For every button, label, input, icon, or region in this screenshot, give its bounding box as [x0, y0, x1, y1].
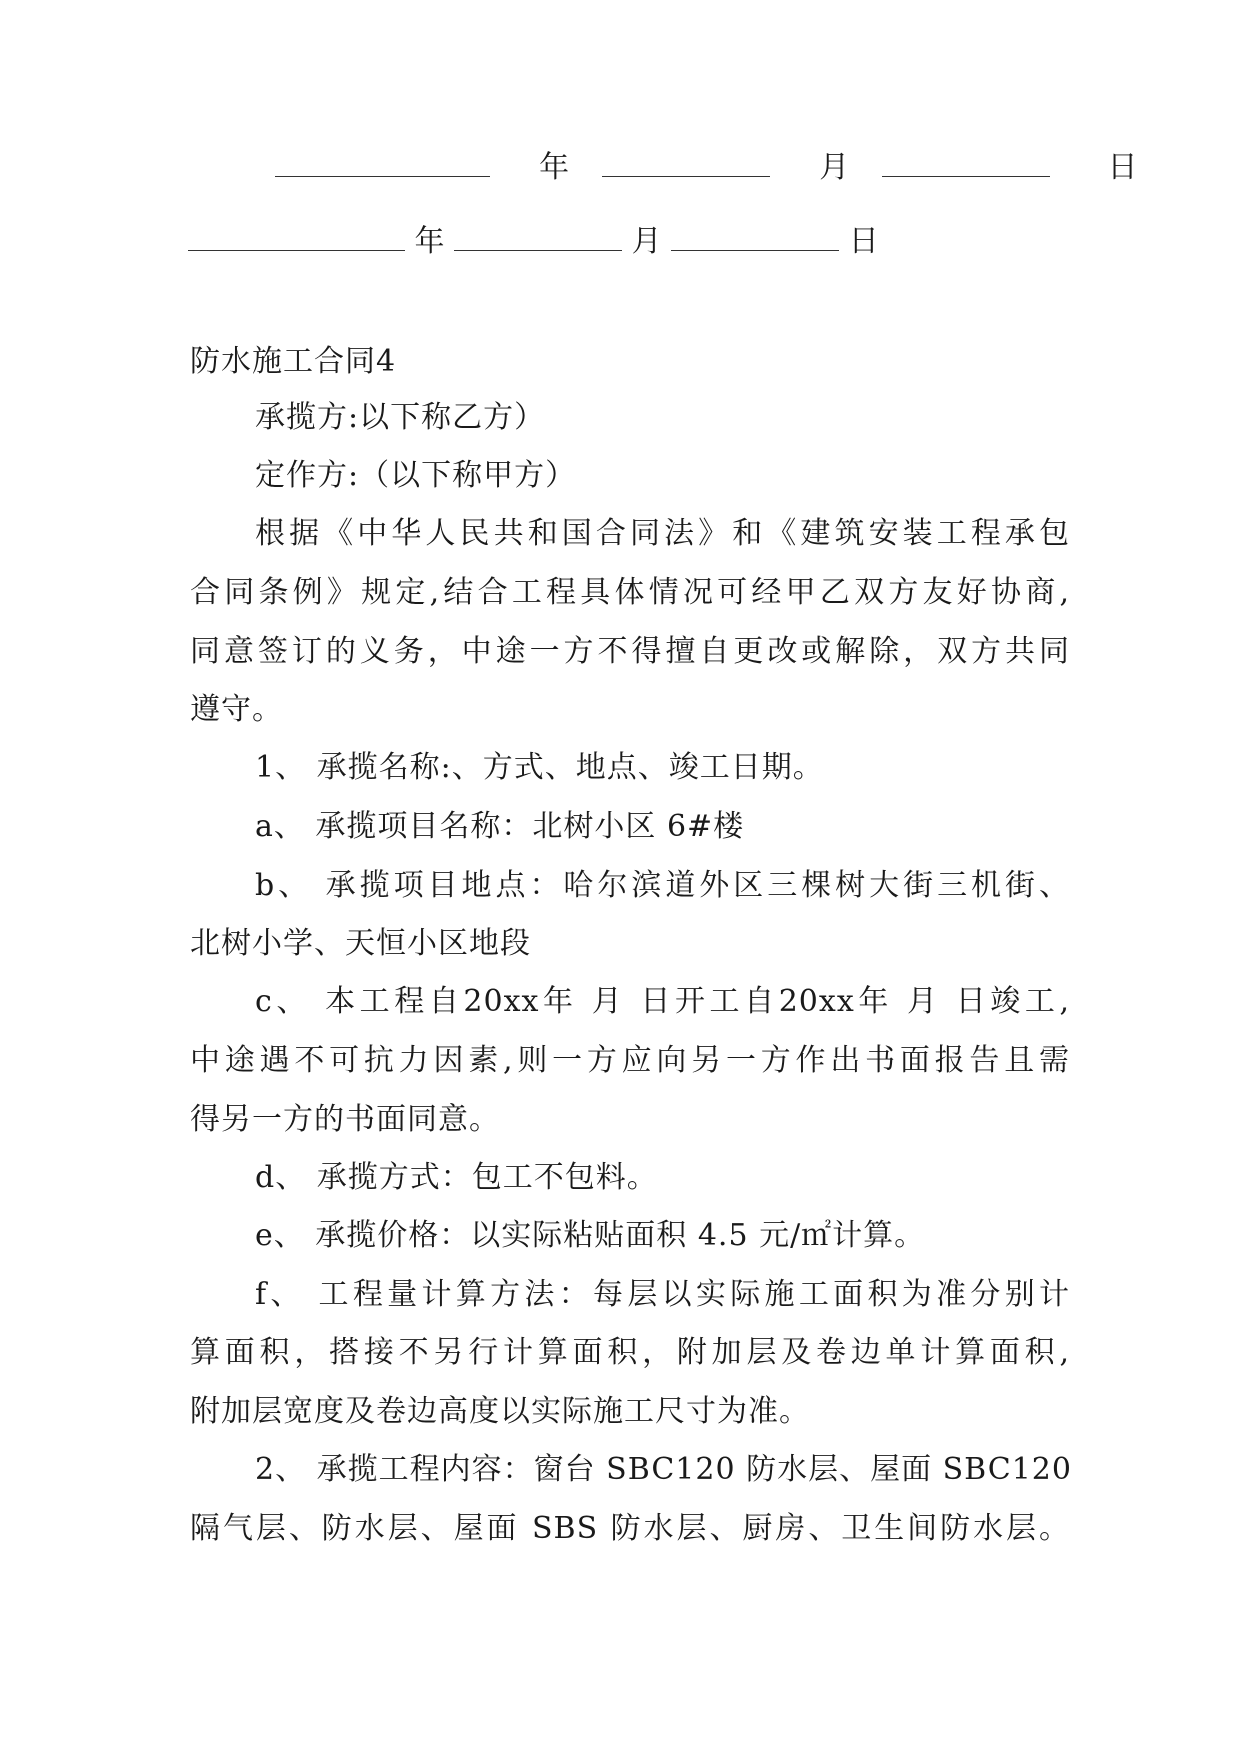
- paragraph-line: 合同条例》规定,结合工程具体情况可经甲乙双方友好协商,: [190, 575, 1070, 610]
- year-blank: [188, 224, 405, 251]
- paragraph-line: e、 承揽价格：以实际粘贴面积 4.5 元/㎡计算。: [255, 1218, 926, 1253]
- document-title: 防水施工合同4: [190, 344, 397, 379]
- paragraph-line: 算面积，搭接不另行计算面积，附加层及卷边单计算面积,: [190, 1335, 1070, 1370]
- paragraph-line: c、 本工程自20xx年 月 日开工自20xx年 月 日竣工,: [255, 984, 1070, 1019]
- paragraph-line: b、 承揽项目地点：哈尔滨道外区三棵树大街三机街、: [255, 868, 1070, 903]
- paragraph-line: 北树小学、天恒小区地段: [190, 926, 531, 961]
- paragraph-line: f、 工程量计算方法：每层以实际施工面积为准分别计: [255, 1277, 1070, 1312]
- paragraph-line: 同意签订的义务，中途一方不得擅自更改或解除，双方共同: [190, 634, 1070, 669]
- day-blank: [671, 224, 839, 251]
- paragraph-line: 附加层宽度及卷边高度以实际施工尺寸为准。: [190, 1394, 810, 1429]
- paragraph-line: 定作方:（以下称甲方）: [255, 458, 577, 493]
- date-line-1: [275, 148, 1137, 188]
- paragraph-line: 2、 承揽工程内容：窗台 SBC120 防水层、屋面 SBC120: [255, 1452, 1072, 1487]
- paragraph-line: 隔气层、防水层、屋面 SBS 防水层、厨房、卫生间防水层。: [190, 1511, 1070, 1546]
- day-label: 日: [848, 224, 879, 259]
- paragraph-line: a、 承揽项目名称：北树小区 6#楼: [255, 809, 745, 844]
- month-blank: [602, 150, 770, 177]
- day-label: 日: [1107, 150, 1138, 185]
- month-label: 月: [819, 150, 850, 185]
- month-blank: [454, 224, 622, 251]
- month-label: 月: [631, 224, 662, 259]
- paragraph-line: 中途遇不可抗力因素,则一方应向另一方作出书面报告且需: [190, 1043, 1070, 1078]
- paragraph-line: 得另一方的书面同意。: [190, 1102, 500, 1137]
- paragraph-line: d、 承揽方式：包工不包料。: [255, 1160, 658, 1195]
- paragraph-line: 遵守。: [190, 692, 283, 727]
- paragraph-line: 根据《中华人民共和国合同法》和《建筑安装工程承包: [255, 516, 1070, 551]
- year-label: 年: [539, 150, 570, 185]
- year-label: 年: [414, 224, 445, 259]
- date-line-2: [188, 222, 879, 262]
- day-blank: [882, 150, 1050, 177]
- paragraph-line: 承揽方:以下称乙方）: [255, 400, 546, 435]
- year-blank: [275, 150, 490, 177]
- paragraph-line: 1、 承揽名称:、方式、地点、竣工日期。: [255, 750, 824, 785]
